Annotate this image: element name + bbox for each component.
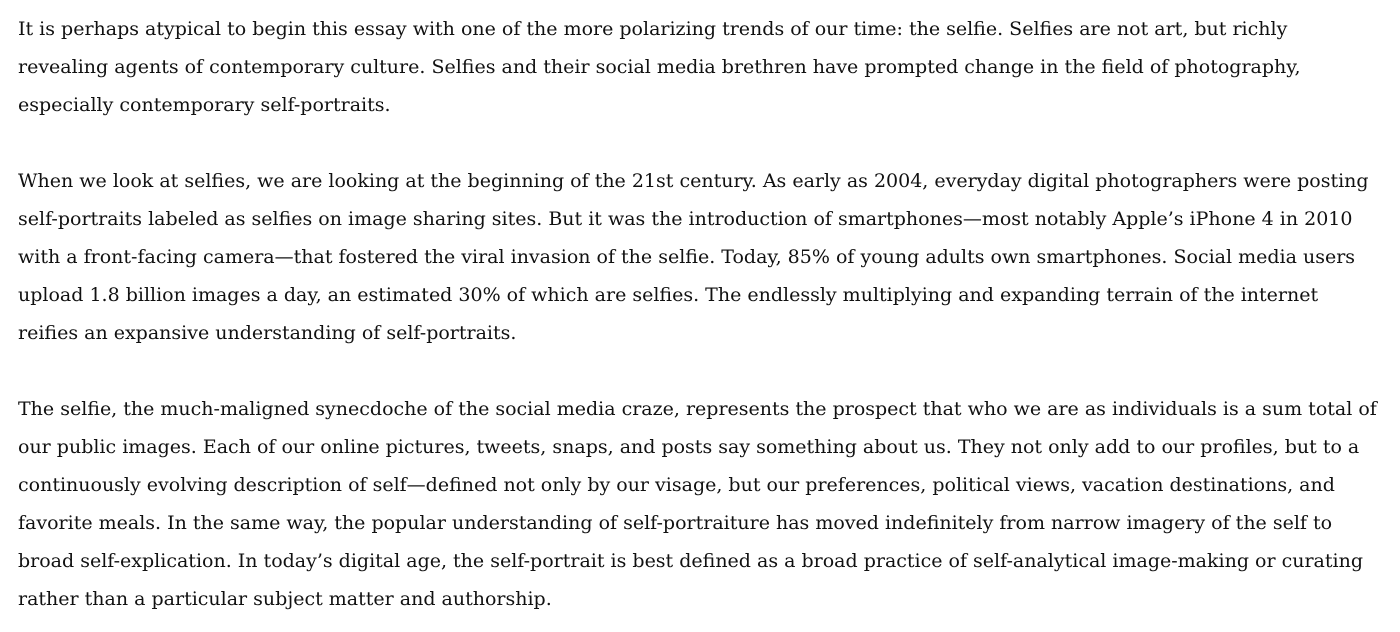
essay-body (18, 10, 1382, 618)
essay-paragraph-1: It is perhaps atypical to begin this essay with one of the more polarizing trends of our time: the selfie. Selfies are not art, but richly revealing agents of contemporary culture. Selfies and their social media brethren have prompted change in the field of photography, especially contemporary self-portraits. (18, 18, 1301, 116)
essay-paragraph-2: When we look at selfies, we are looking at the beginning of the 21st century. As early as 2004, everyday digital photographers were posting self-portraits labeled as selfies on image sharing sites. But it was the introduction of smartphones—most notably Apple’s iPhone 4 in 2010 with a front-facing camera—that fostered the viral invasion of the selfie. Today, 85% of young adults own smartphones. Social media users upload 1.8 billion images a day, an estimated 30% of which are selfies. The endlessly multiplying and expanding terrain of the internet reifies an expansive understanding of self-portraits. (18, 170, 1369, 344)
essay-paragraph-3: The selfie, the much-maligned synecdoche of the social media craze, represents the prospect that who we are as individuals is a sum total of our public images. Each of our online pictures, tweets, snaps, and posts say something about us. They not only add to our profiles, but to a continuously evolving description of self—defined not only by our visage, but our preferences, political views, vacation destinations, and favorite meals. In the same way, the popular understanding of self-portraiture has moved indefinitely from narrow imagery of the self to broad self-explication. In today’s digital age, the self-portrait is best defined as a broad practice of self-analytical image-making or curating rather than a particular subject matter and authorship. (18, 398, 1377, 610)
